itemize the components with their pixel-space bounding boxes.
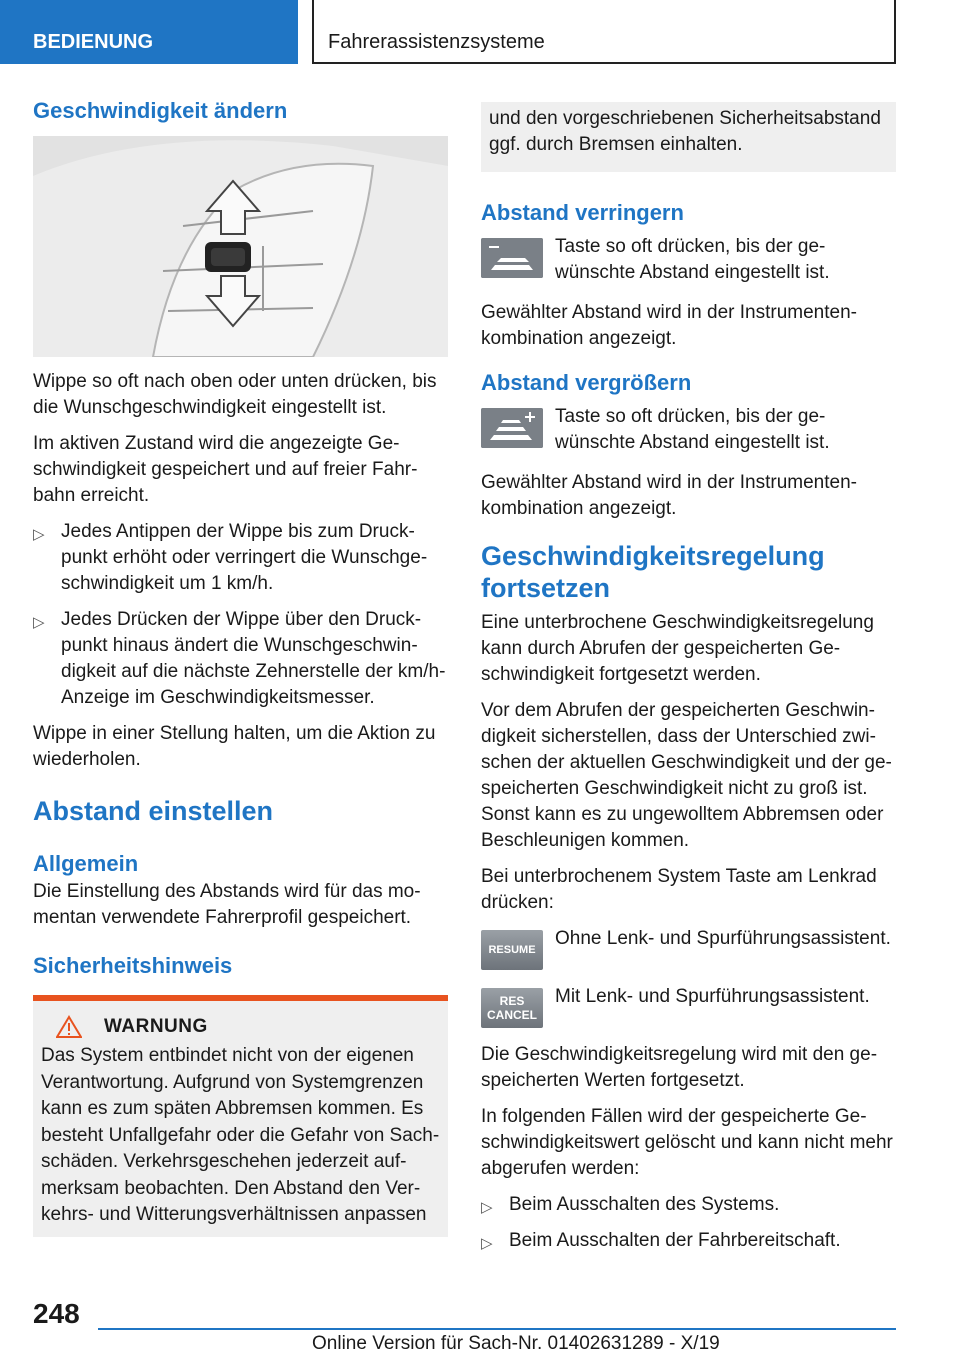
list-item: ▷ Beim Ausschalten der Fahrbereitschaft. — [481, 1228, 896, 1254]
distance-increase-icon — [481, 408, 543, 448]
resume-row: RESUME Ohne Lenk- und Spurführungsassistent. — [481, 926, 896, 970]
para-verringern: Gewählter Abstand wird in der Instrumentenkombination angezeigt. — [481, 302, 857, 349]
section-tab: BEDIENUNG — [0, 0, 298, 64]
heading-vergroessern: Abstand vergrößern — [481, 370, 692, 395]
list-item: ▷ Jedes Drücken der Wippe über den Druckpunkt hinaus ändert die Wunschgeschwindigkeit auf die nächste Zehnerstelle der km/h-Anzeige im Geschwindigkeitsmesser. — [33, 609, 446, 708]
warning-title: WARNUNG — [104, 1016, 208, 1037]
para-vor-dem-abrufen: Vor dem Abrufen der gespeicherten Geschwindigkeit sicherstellen, dass der Unterschied zwischen der aktuellen Geschwindigkeit und der gespeicherten Geschwindigkeit nicht zu groß ist. Sonst kann es zu ungewolltem Abbremsen oder Beschleunigen kommen. — [481, 700, 892, 851]
right-column — [481, 102, 896, 1264]
para-aktiv: Im aktiven Zustand wird die angezeigte Geschwindigkeit gespeichert und auf freier Fahrbahn erreicht. — [33, 433, 418, 506]
para-unterbrochen: Eine unterbrochene Geschwindigkeitsregelung kann durch Abrufen der gespeicherten Geschwindigkeit fortgesetzt werden. — [481, 612, 874, 685]
para-wippe: Wippe so oft nach oben oder unten drücken, bis die Wunschgeschwindigkeit eingestellt ist. — [33, 371, 437, 418]
warning-text: Das System entbindet nicht von der eigenen Verantwortung. Aufgrund von Systemgrenzen kann es zum späten Abbremsen kommen. Es besteht Unfallgefahr oder die Gefahr von Sachschäden. Verkehrsgeschehen jederzeit aufmerksam beobachten. Den Abstand den Verkehrs- und Witterungsverhältnissen anpassen — [41, 1045, 440, 1225]
triangle-bullet-icon: ▷ — [33, 526, 45, 543]
heading-speed: Geschwindigkeit ändern — [33, 98, 288, 123]
para-geloescht: In folgenden Fällen wird der gespeicherte Geschwindigkeitswert gelöscht und kann nicht mehr abgerufen werden: — [481, 1106, 893, 1179]
bullet-list-right — [481, 1192, 896, 1254]
footer-online-version: Online Version für Sach-Nr. 01402631289 - X/19 — [312, 1333, 720, 1354]
triangle-bullet-icon: ▷ — [33, 614, 45, 631]
warning-continuation: und den vorgeschriebenen Sicherheitsabstand ggf. durch Bremsen einhalten. — [481, 102, 896, 172]
warning-box — [33, 1001, 448, 1237]
list-item: ▷ Beim Ausschalten des Systems. — [481, 1192, 896, 1218]
rescancel-button-icon: RES CANCEL — [481, 988, 543, 1028]
warning-icon — [56, 1015, 82, 1039]
triangle-bullet-icon: ▷ — [481, 1235, 493, 1252]
chapter-title: Fahrerassistenzsysteme — [312, 0, 896, 64]
triangle-bullet-icon: ▷ — [481, 1199, 493, 1216]
steering-wheel-rocker-image — [33, 136, 448, 357]
para-fortgesetzt: Die Geschwindigkeitsregelung wird mit den gespeicherten Werten fortgesetzt. — [481, 1044, 878, 1091]
distance-decrease-icon — [481, 238, 543, 278]
heading-abstand: Abstand einstellen — [33, 796, 274, 826]
heading-sicherheit: Sicherheitshinweis — [33, 953, 233, 978]
para-einstellung: Die Einstellung des Abstands wird für das momentan verwendete Fahrerprofil gespeichert. — [33, 881, 421, 928]
para-lenkrad: Bei unterbrochenem System Taste am Lenkrad drücken: — [481, 866, 877, 913]
verringern-row: Taste so oft drücken, bis der gewünschte Abstand eingestellt ist. — [481, 234, 896, 286]
bullet-list-left — [33, 519, 448, 711]
vergroessern-row: Taste so oft drücken, bis der gewünschte Abstand eingestellt ist. — [481, 404, 896, 456]
heading-allgemein: Allgemein — [33, 851, 139, 876]
para-halten: Wippe in einer Stellung halten, um die Aktion zu wiederholen. — [33, 723, 436, 770]
page-number: 248 — [33, 1298, 80, 1329]
resume-button-icon: RESUME — [481, 930, 543, 970]
list-item: ▷ Jedes Antippen der Wippe bis zum Druckpunkt erhöht oder verringert die Wunschgeschwindigkeit um 1 km/h. — [33, 521, 428, 594]
rescancel-row: RES CANCEL Mit Lenk- und Spurführungsassistent. — [481, 984, 896, 1028]
heading-fortsetzen: Geschwindigkeitsregelung fortsetzen — [481, 541, 825, 603]
footer-line — [98, 1328, 896, 1330]
left-column — [33, 96, 448, 1237]
para-vergroessern: Gewählter Abstand wird in der Instrumentenkombination angezeigt. — [481, 472, 857, 519]
heading-verringern: Abstand verringern — [481, 200, 684, 225]
